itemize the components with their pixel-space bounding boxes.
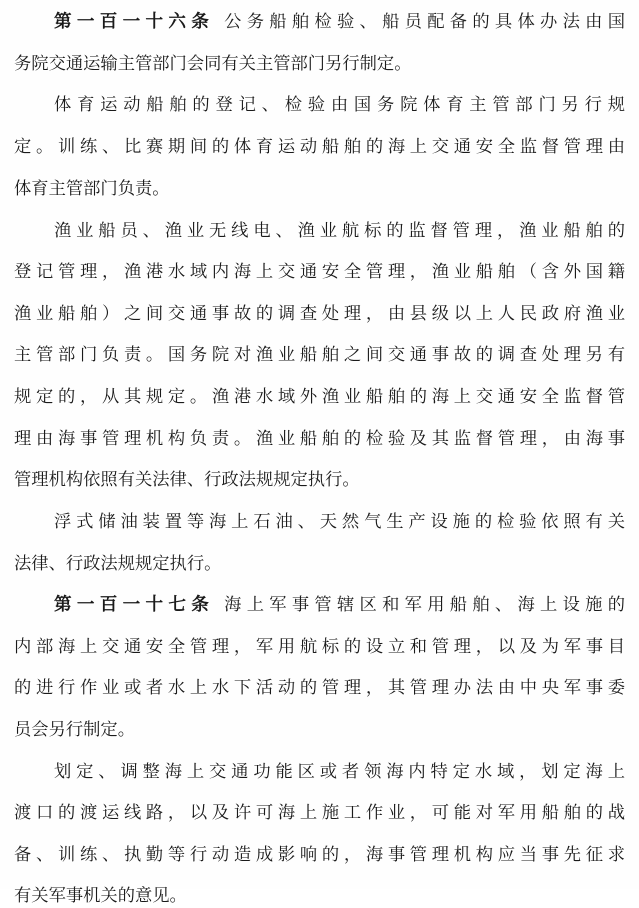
text-line: 渔业船舶）之间交通事故的调查处理，由县级以上人民政府渔业	[14, 304, 625, 324]
text-line: 定。训练、比赛期间的体育运动船舶的海上交通安全监督管理由	[14, 137, 625, 157]
text-line: 划定、调整海上交通功能区或者领海内特定水域，划定海上	[54, 762, 625, 782]
article-116-text: 公务船舶检验、船员配备的具体办法由国	[224, 12, 625, 32]
text-line: 规定的，从其规定。渔港水域外渔业船舶的海上交通安全监督管	[14, 387, 625, 407]
text-line: 法律、行政法规规定执行。	[14, 554, 222, 574]
text-line: 渔业船员、渔业无线电、渔业航标的监督管理，渔业船舶的	[54, 221, 625, 241]
article-116-line-1	[54, 10, 625, 34]
text-line: 的进行作业或者水上水下活动的管理，其管理办法由中央军事委	[14, 678, 625, 698]
text-line: 登记管理，渔港水域内海上交通安全管理，渔业船舶（含外国籍	[14, 262, 625, 282]
text-line: 体育运动船舶的登记、检验由国务院体育主管部门另行规	[54, 95, 625, 115]
article-117-heading: 第一百一十七条	[54, 595, 215, 615]
text-line: 务院交通运输主管部门会同有关主管部门另行制定。	[14, 54, 412, 74]
text-line: 浮式储油装置等海上石油、天然气生产设施的检验依照有关	[54, 512, 625, 532]
article-117-line-1	[54, 593, 625, 617]
text-line: 有关军事机关的意见。	[14, 886, 187, 906]
text-line: 体育主管部门负责。	[14, 179, 170, 199]
article-116-heading: 第一百一十六条	[54, 12, 215, 32]
text-line: 主管部门负责。国务院对渔业船舶之间交通事故的调查处理另有	[14, 345, 625, 365]
article-117-text: 海上军事管辖区和军用船舶、海上设施的	[224, 595, 625, 615]
text-line: 员会另行制定。	[14, 720, 135, 740]
text-line: 备、训练、执勤等行动造成影响的，海事管理机构应当事先征求	[14, 845, 625, 865]
text-line: 渡口的渡运线路，以及许可海上施工作业，可能对军用船舶的战	[14, 803, 625, 823]
text-line: 理由海事管理机构负责。渔业船舶的检验及其监督管理，由海事	[14, 429, 625, 449]
text-line: 管理机构依照有关法律、行政法规规定执行。	[14, 470, 360, 490]
text-line: 内部海上交通安全管理，军用航标的设立和管理，以及为军事目	[14, 637, 625, 657]
